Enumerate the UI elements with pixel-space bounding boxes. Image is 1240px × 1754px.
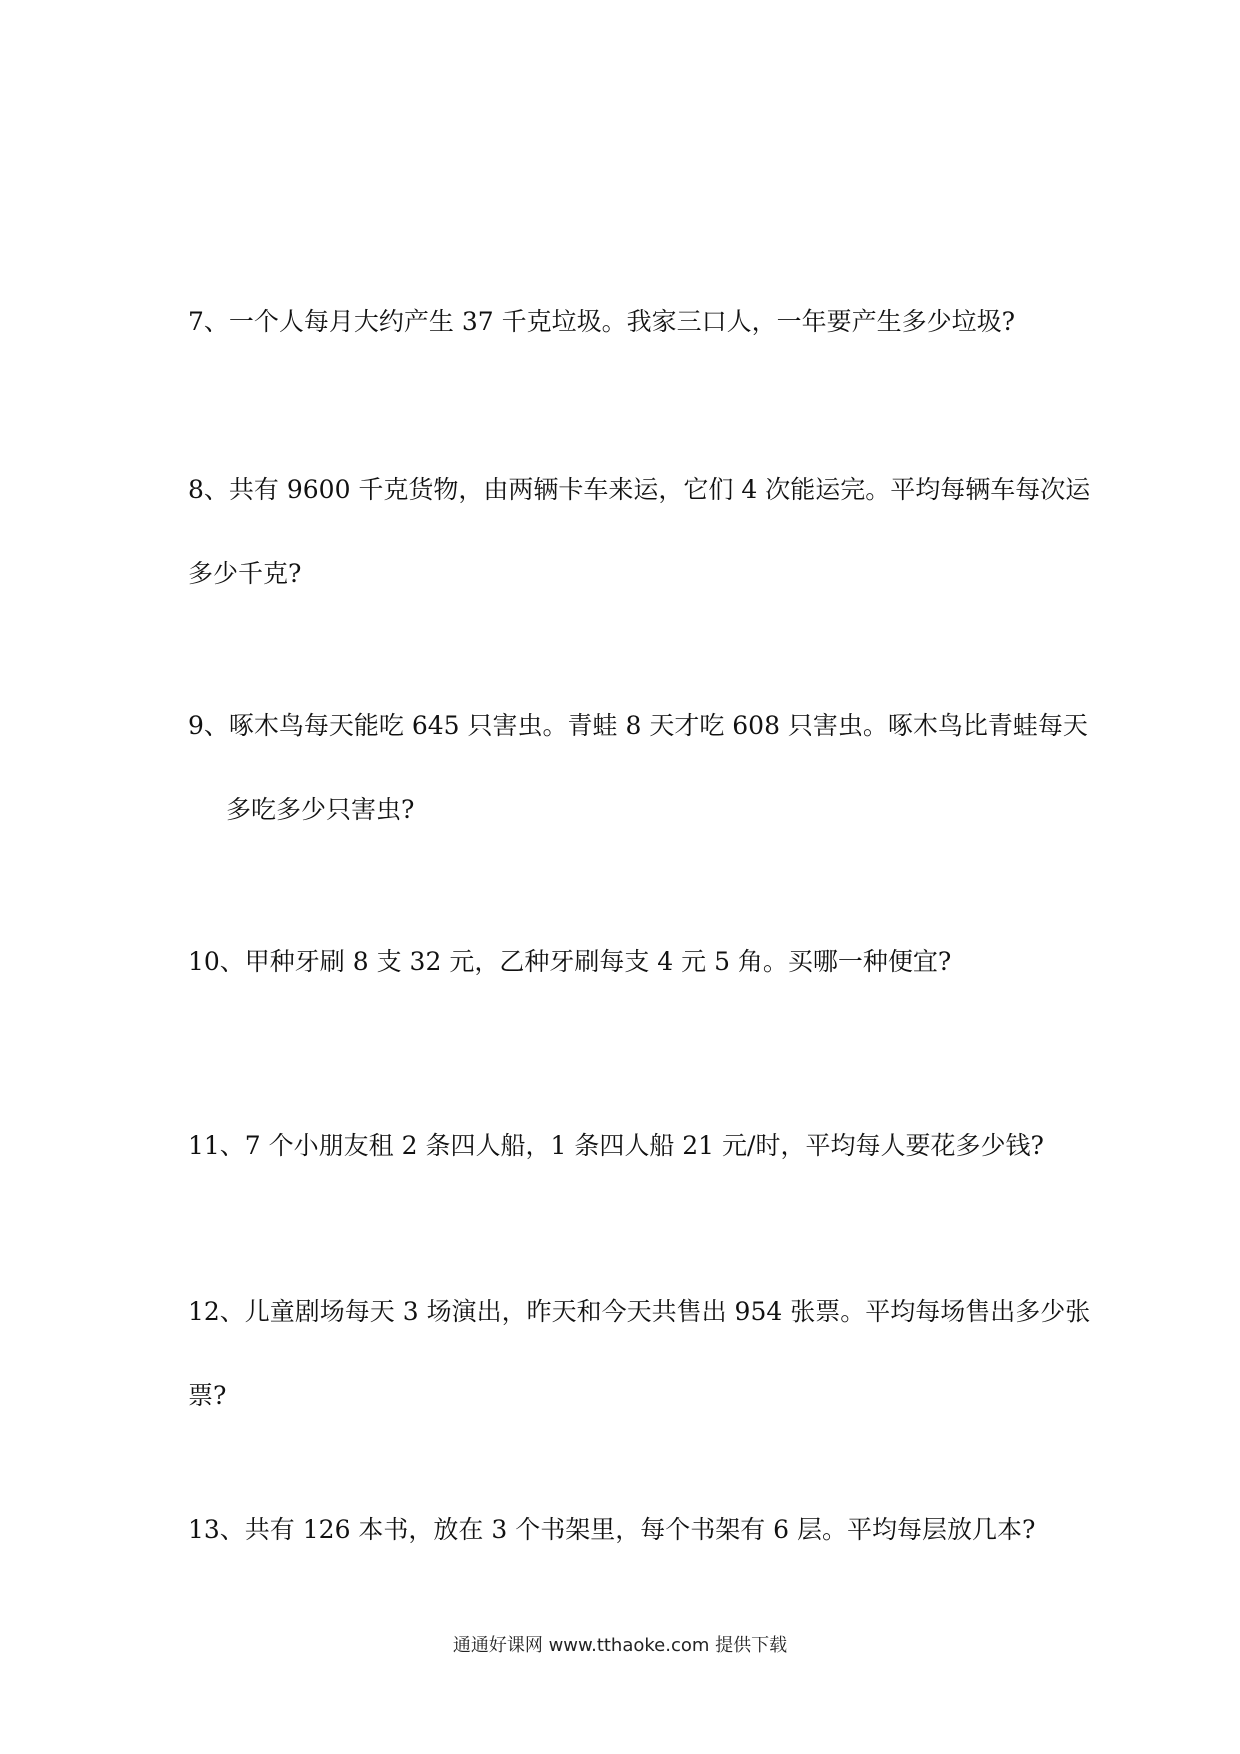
question-11-line-1: 11、7 个小朋友租 2 条四人船，1 条四人船 21 元/时，平均每人要花多少钱? <box>188 1131 1044 1160</box>
question-9-line-1: 9、啄木鸟每天能吃 645 只害虫。青蛙 8 天才吃 608 只害虫。啄木鸟比青蛙每天 <box>188 711 1088 740</box>
question-7-line-1: 7、一个人每月大约产生 37 千克垃圾。我家三口人，一年要产生多少垃圾? <box>188 307 1016 336</box>
question-7 <box>188 304 1068 340</box>
question-8 <box>188 472 1091 592</box>
question-10 <box>188 944 1068 980</box>
page-footer: 通通好课网 www.tthaoke.com 提供下载 <box>452 1635 788 1656</box>
question-9-line-2: 多吃多少只害虫? <box>226 795 415 824</box>
question-10-line-1: 10、甲种牙刷 8 支 32 元，乙种牙刷每支 4 元 5 角。买哪一种便宜? <box>188 947 952 976</box>
question-8-line-2: 多少千克? <box>188 559 302 588</box>
question-9 <box>188 708 1088 828</box>
question-8-line-1: 8、共有 9600 千克货物，由两辆卡车来运，它们 4 次能运完。平均每辆车每次运 <box>188 475 1091 504</box>
question-12-line-1: 12、儿童剧场每天 3 场演出，昨天和今天共售出 954 张票。平均每场售出多少张 <box>188 1297 1091 1326</box>
question-11 <box>188 1128 1068 1164</box>
question-13 <box>188 1512 1068 1548</box>
question-13-line-1: 13、共有 126 本书，放在 3 个书架里，每个书架有 6 层。平均每层放几本? <box>188 1515 1036 1544</box>
question-12 <box>188 1294 1091 1414</box>
question-12-line-2: 票? <box>188 1381 227 1410</box>
